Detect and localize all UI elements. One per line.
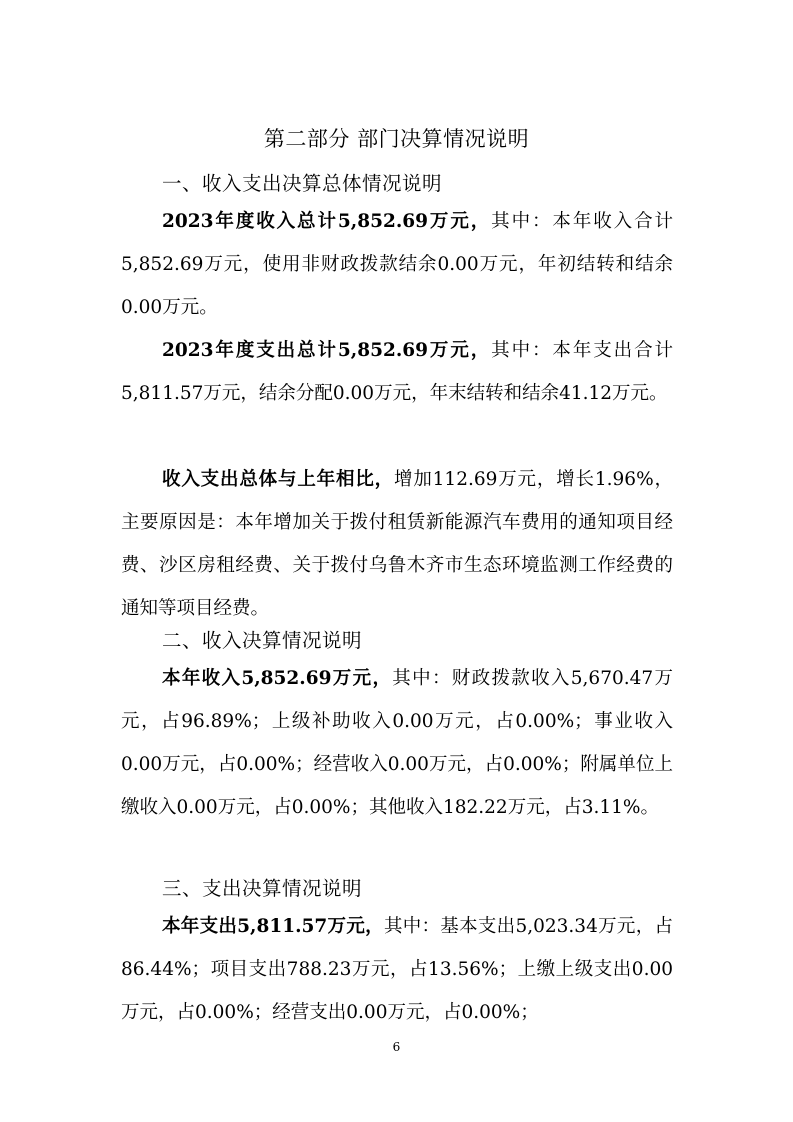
section-heading-income: 二、收入决算情况说明 (162, 629, 363, 652)
paragraph-lead: 本年支出5,811.57万元， (162, 916, 384, 937)
paragraph-yoy-comparison (121, 458, 673, 630)
paragraph-expense-total (121, 329, 673, 415)
page-title: 第二部分 部门决算情况说明 (263, 127, 530, 151)
paragraph-body: 其中：基本支出5,023.34万元，占86.44%；项目支出788.23万元，占13.56%；上缴上级支出0.00万元，占0.00%；经营支出0.00万元，占0.00%； (121, 916, 673, 1023)
paragraph-body: 其中：本年收入合计5,852.69万元，使用非财政拨款结余0.00万元，年初结转和结余0.00万元。 (121, 211, 673, 318)
page-number: 6 (392, 1040, 401, 1054)
paragraph-body: 其中：财政拨款收入5,670.47万元，占96.89%；上级补助收入0.00万元，占0.00%；事业收入0.00万元，占0.00%；经营收入0.00万元，占0.00%；附属单位上缴收入0.00万元，占0.00%；其他收入182.22万元，占3.11%。 (121, 668, 673, 818)
paragraph-lead: 本年收入5,852.69万元， (162, 668, 393, 689)
paragraph-income-total (121, 200, 673, 329)
paragraph-lead: 2023年度支出总计5,852.69万元， (162, 340, 492, 361)
section-heading-overall: 一、收入支出决算总体情况说明 (162, 172, 443, 195)
paragraph-body: 其中：本年支出合计5,811.57万元，结余分配0.00万元，年末结转和结余41.12万元。 (121, 340, 673, 404)
paragraph-expense-detail (121, 905, 673, 1034)
paragraph-lead: 2023年度收入总计5,852.69万元， (162, 211, 492, 232)
section-heading-expense: 三、支出决算情况说明 (162, 877, 363, 900)
paragraph-lead: 收入支出总体与上年相比， (162, 469, 394, 490)
paragraph-income-detail (121, 657, 673, 829)
paragraph-body: 增加112.69万元，增长1.96%，主要原因是：本年增加关于拨付租赁新能源汽车费用的通知项目经费、沙区房租经费、关于拨付乌鲁木齐市生态环境监测工作经费的通知等项目经费。 (121, 469, 673, 619)
